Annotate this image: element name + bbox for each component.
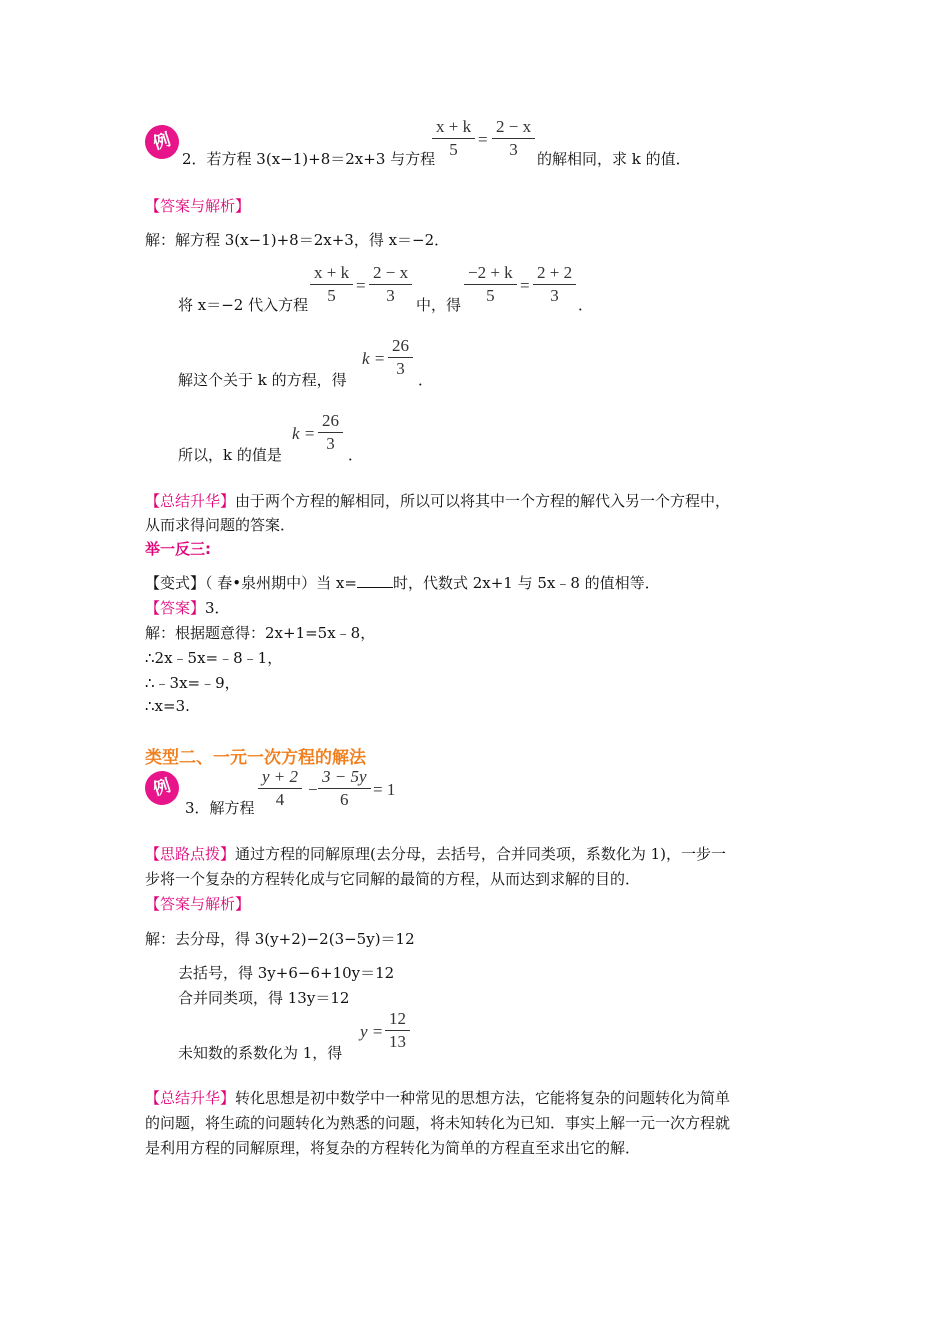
- solution2-fraction-1: [310, 262, 353, 307]
- k-equals: k =: [362, 349, 386, 368]
- solution3-line3: 合并同类项，得 13y＝12: [178, 989, 350, 1007]
- example3-fraction-1: [258, 766, 302, 811]
- solution3-line4: 未知数的系数化为 1，得: [178, 1044, 343, 1062]
- answer-blank: [357, 573, 393, 588]
- practice-step-1: 解：根据题意得：2x+1=5x﹣8，: [145, 624, 376, 642]
- summary3-line3: 是利用方程的同解原理，将复杂的方程转化为简单的方程直至求出它的解．: [145, 1139, 641, 1157]
- example-badge-icon: 例: [141, 767, 184, 810]
- fraction-numerator: x + k: [432, 116, 475, 139]
- summary2-line2: 从而求得问题的答案．: [145, 516, 296, 534]
- hint-line1: [145, 843, 726, 864]
- fraction-numerator: 2 − x: [492, 116, 535, 139]
- example-badge-icon: 例: [141, 121, 184, 164]
- equals-sign: =: [356, 276, 366, 295]
- minus-sign: −: [308, 780, 318, 799]
- summary-label: 【总结升华】: [145, 1089, 236, 1107]
- fraction-numerator: 26: [388, 335, 413, 358]
- fraction-numerator: 12: [385, 1008, 410, 1031]
- fraction-numerator: 26: [318, 410, 343, 433]
- fraction-denominator: 3: [550, 286, 559, 305]
- example2-question-suffix: 的解相同，求 k 的值．: [537, 150, 691, 168]
- solution2-fraction-2: [369, 262, 412, 307]
- hint-text: 通过方程的同解原理(去分母，去括号，合并同类项，系数化为 1)，一步一: [235, 845, 727, 863]
- variant-label: 【变式】（: [145, 574, 213, 592]
- fraction-denominator: 5: [327, 286, 336, 305]
- k-equals: k =: [292, 424, 316, 443]
- solution2-line2-prefix: 将 x＝−2 代入方程: [178, 296, 309, 314]
- example2-fraction-right: [492, 116, 535, 161]
- hint-label: 【思路点拨】: [145, 845, 236, 863]
- section-heading: 类型二、一元一次方程的解法: [145, 748, 366, 768]
- practice-heading: 举一反三:: [145, 540, 211, 558]
- solution2-fraction-3: [464, 262, 517, 307]
- fraction-denominator: 4: [275, 790, 285, 809]
- example2-fraction-left: [432, 116, 475, 161]
- summary-text: 转化思想是初中数学中一种常见的思想方法，它能将复杂的问题转化为简单: [235, 1089, 731, 1107]
- answer-value: 3．: [205, 599, 230, 617]
- fraction-numerator: 2 − x: [369, 262, 412, 285]
- fraction-denominator: 3: [396, 359, 405, 378]
- variant-answer: [145, 597, 230, 618]
- solution2-line3-prefix: 解这个关于 k 的方程，得: [178, 371, 347, 389]
- example3-fraction-2: [318, 766, 371, 811]
- example3-question: 3．解方程: [185, 799, 255, 817]
- solution2-fraction-4: [533, 262, 576, 307]
- fraction-denominator: 5: [449, 140, 458, 159]
- solution2-line1: 解：解方程 3(x−1)+8＝2x+3，得 x＝−2．: [145, 231, 450, 249]
- solution2-k-value-fraction: [318, 410, 343, 455]
- fraction-numerator: −2 + k: [464, 262, 517, 285]
- fraction-denominator: 3: [326, 434, 335, 453]
- solution3-line1: 解：去分母，得 3(y+2)−2(3−5y)＝12: [145, 930, 415, 948]
- solution2-line3-end: ．: [418, 371, 434, 389]
- equals-sign: =: [478, 130, 488, 149]
- fraction-denominator: 6: [340, 790, 349, 809]
- fraction-denominator: 3: [386, 286, 395, 305]
- summary-text: 由于两个方程的解相同，所以可以将其中一个方程的解代入另一个方程中，: [235, 492, 731, 510]
- fraction-numerator: 2 + 2: [533, 262, 576, 285]
- fraction-numerator: y + 2: [258, 766, 302, 789]
- practice-step-4: ∴x=3.: [145, 697, 190, 715]
- summary3-line2: 的问题，将生疏的问题转化为熟悉的问题，将未知转化为已知．事实上解一元一次方程就: [145, 1114, 731, 1132]
- variant-question: [145, 572, 660, 593]
- answer-heading: 【答案与解析】: [145, 197, 251, 215]
- fraction-denominator: 13: [389, 1032, 406, 1051]
- summary2-line1: [145, 490, 730, 511]
- hint-line2: 步将一个复杂的方程转化成与它同解的最简的方程，从而达到求解的目的．: [145, 870, 641, 888]
- solution3-line2: 去括号，得 3y+6−6+10y＝12: [178, 964, 395, 982]
- solution2-line2-end: ．: [578, 296, 594, 314]
- practice-step-2: ∴2x﹣5x=﹣8﹣1，: [145, 649, 283, 667]
- solution2-line2-mid: 中，得: [416, 296, 462, 314]
- fraction-numerator: x + k: [310, 262, 353, 285]
- variant-text: 春•泉州期中）当 x=: [217, 574, 357, 592]
- answer-label: 【答案】: [145, 599, 206, 617]
- summary3-line1: [145, 1087, 730, 1108]
- solution3-y-fraction: [385, 1008, 410, 1053]
- summary-label: 【总结升华】: [145, 492, 236, 510]
- example2-question-prefix: 2．若方程 3(x−1)+8＝2x+3 与方程: [182, 150, 436, 168]
- fraction-denominator: 3: [509, 140, 518, 159]
- practice-step-3: ∴﹣3x=﹣9，: [145, 674, 240, 692]
- fraction-denominator: 5: [486, 286, 495, 305]
- y-equals: y =: [360, 1022, 384, 1041]
- equals-sign: =: [520, 276, 530, 295]
- solution2-k-fraction: [388, 335, 413, 380]
- equation-rhs: = 1: [373, 780, 396, 799]
- solution2-line4-end: ．: [348, 446, 364, 464]
- fraction-numerator: 3 − 5y: [318, 766, 371, 789]
- answer-heading: 【答案与解析】: [145, 895, 251, 913]
- variant-text-2: 时，代数式 2x+1 与 5x﹣8 的值相等．: [392, 574, 660, 592]
- solution2-line4-prefix: 所以，k 的值是: [178, 446, 282, 464]
